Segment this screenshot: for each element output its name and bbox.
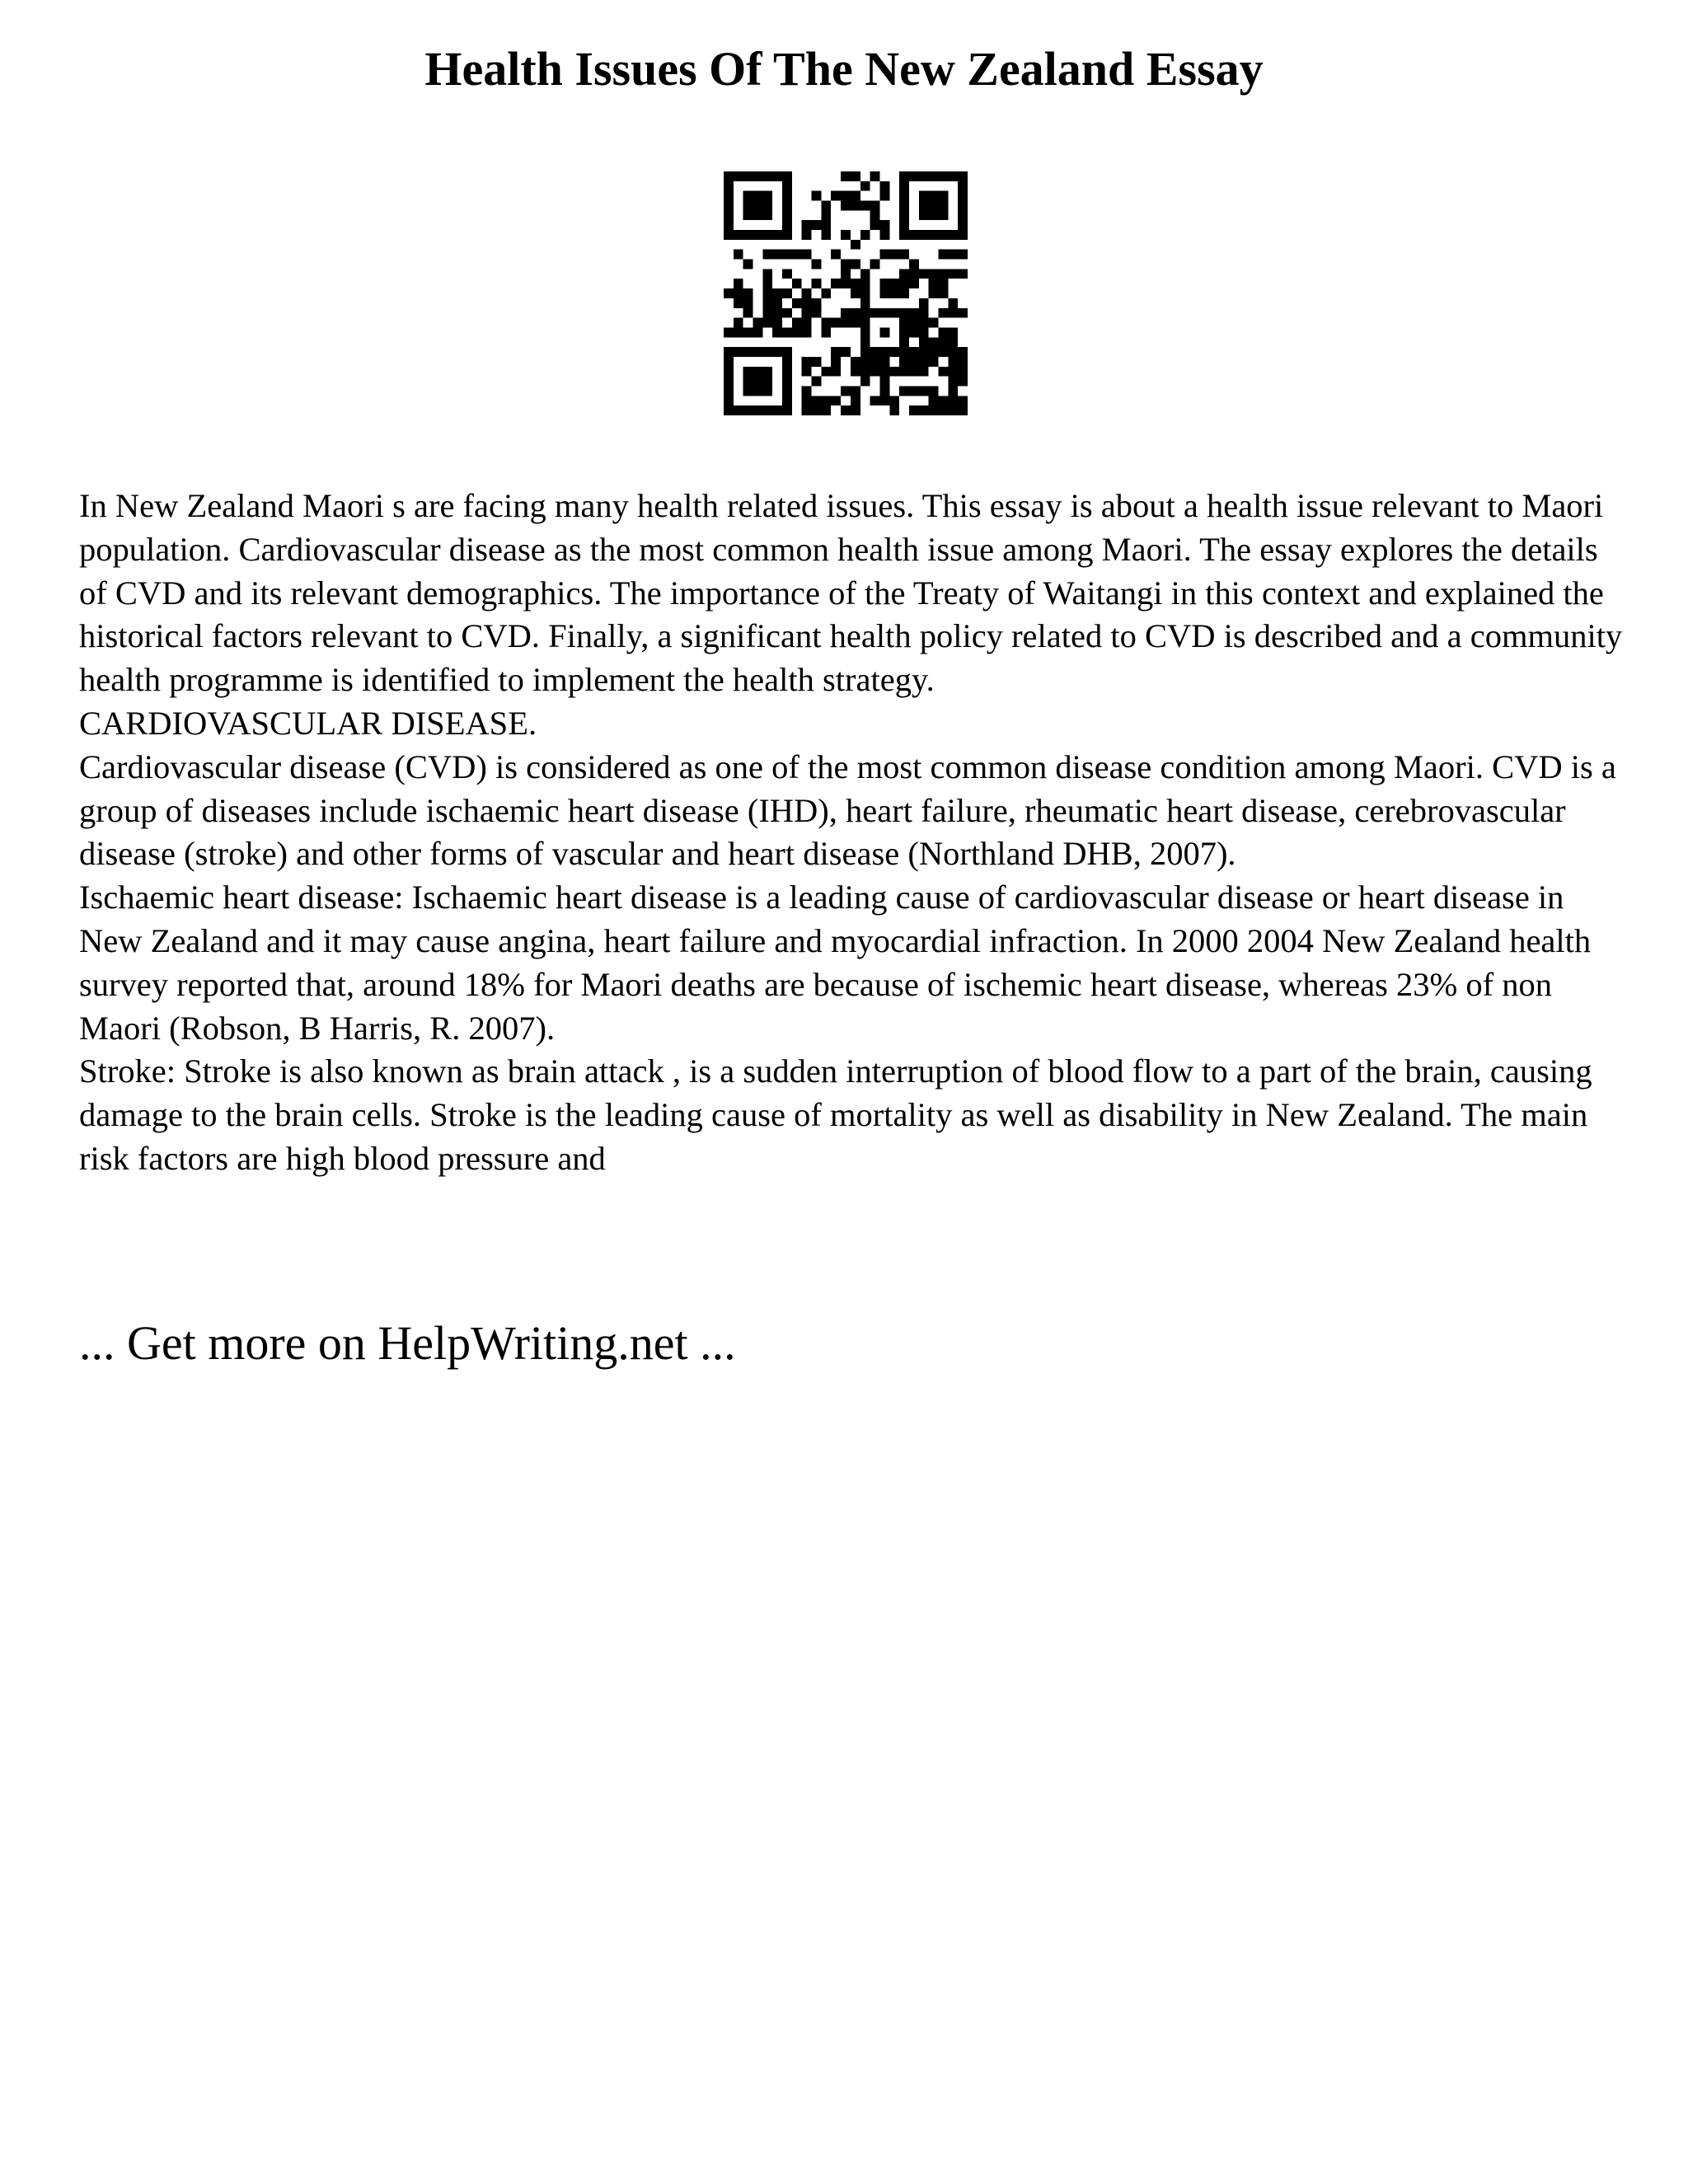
essay-paragraph-ihd: Ischaemic heart disease: Ischaemic heart disease is a leading cause of cardiovascular disease or heart disease in New Zealand and it may cause angina, heart failure and myocardial infraction. In 2000 2004 New Zealand health survey reported that, around 18% for Maori deaths are because of ischemic heart disease, whereas 23% of non Maori (Robson, B Harris, R. 2007).	[79, 879, 1592, 1047]
page-title: Health Issues Of The New Zealand Essay	[424, 42, 1264, 96]
section-heading-cvd: CARDIOVASCULAR DISEASE.	[79, 704, 537, 742]
qr-code-icon	[724, 171, 968, 415]
essay-paragraph-intro: In New Zealand Maori s are facing many health related issues. This essay is about a health issue relevant to Maori population. Cardiovascular disease as the most common health issue among Maori. The essay explores the details of CVD and its relevant demographics. The importance of the Treaty of Waitangi in this context and explained the historical factors relevant to CVD. Finally, a significant health policy related to CVD is described and a community health programme is identified to implement the health strategy.	[79, 487, 1623, 699]
essay-paragraph-cvd: Cardiovascular disease (CVD) is considered as one of the most common disease condition among Maori. CVD is a group of diseases include ischaemic heart disease (IHD), heart failure, rheumatic heart disease, cerebrovascular disease (stroke) and other forms of vascular and heart disease (Northland DHB, 2007).	[79, 748, 1616, 873]
essay-body	[79, 485, 1629, 1181]
more-link[interactable]: ... Get more on HelpWriting.net ...	[79, 1316, 736, 1370]
essay-paragraph-stroke: Stroke: Stroke is also known as brain attack , is a sudden interruption of blood flow to a part of the brain, causing damage to the brain cells. Stroke is the leading cause of mortality as well as disability in New Zealand. The main risk factors are high blood pressure and	[79, 1052, 1592, 1177]
qr-code-image	[724, 171, 968, 415]
